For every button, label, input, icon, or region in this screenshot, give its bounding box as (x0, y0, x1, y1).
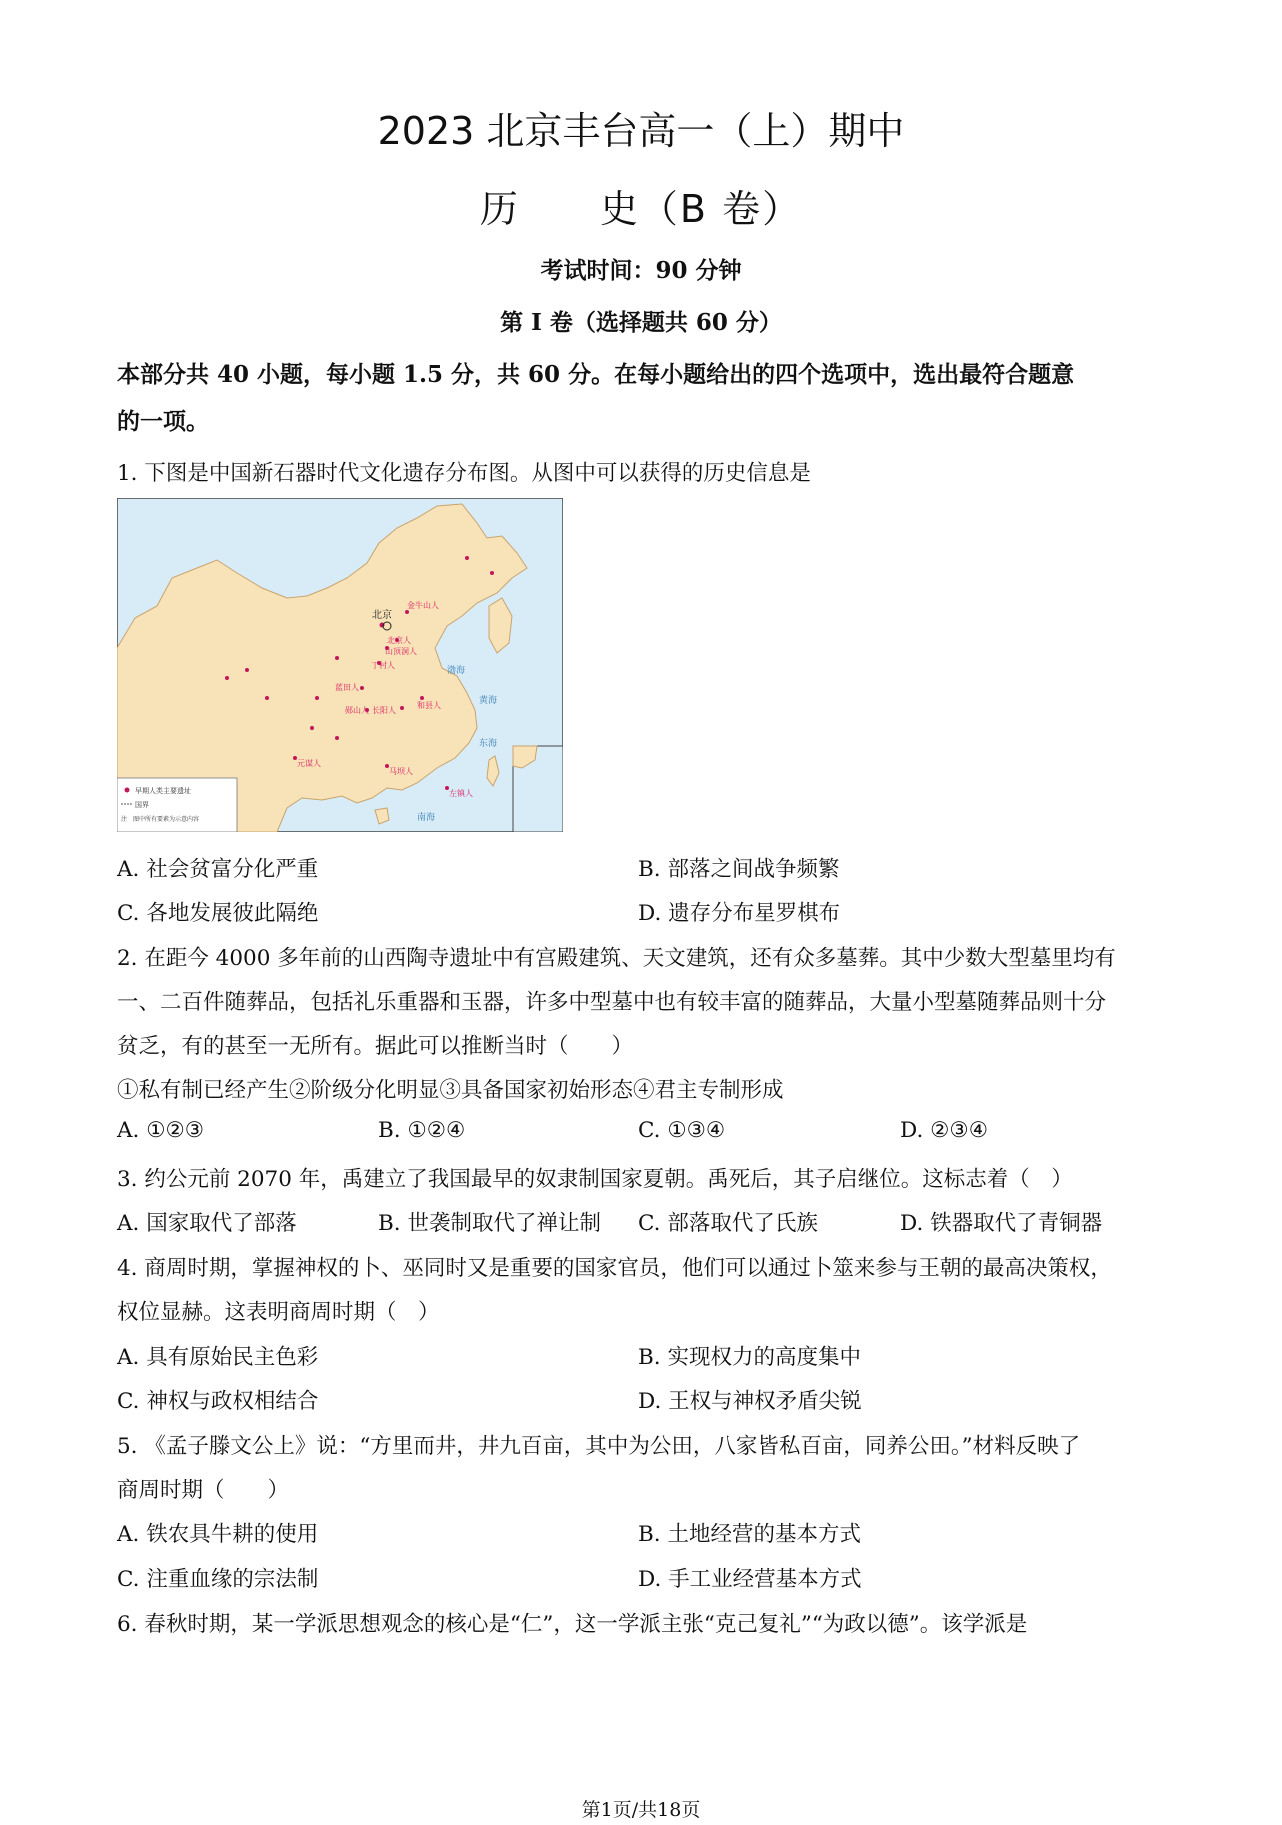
question-2-text: 贫乏，有的甚至一无所有。据此可以推断当时（ ） (117, 1034, 634, 1059)
question-2-option-b: B. ①②④ (378, 1118, 466, 1143)
exam-time: 考试时间：90 分钟 (540, 257, 742, 284)
question-1-option-c: C. 各地发展彼此隔绝 (117, 901, 319, 926)
question-2-option-c: C. ①③④ (638, 1118, 726, 1143)
yunxian-label: 郧山人 (345, 706, 369, 715)
question-5-option-b: B. 土地经营的基本方式 (638, 1522, 861, 1547)
question-5-text: 5. 《孟子滕文公上》说：“方里而井，井九百亩，其中为公田，八家皆私百亩，同养公田。”材料反映了 (117, 1434, 1081, 1459)
legend-site: 早期人类主要遗址 (135, 787, 191, 795)
beijing-label: 北京 (372, 610, 392, 621)
question-5-option-d: D. 手工业经营基本方式 (638, 1567, 862, 1592)
question-3-option-a: A. 国家取代了部落 (117, 1211, 297, 1236)
question-3-option-d: D. 铁器取代了青铜器 (900, 1211, 1103, 1236)
question-5-option-a: A. 铁农具牛耕的使用 (117, 1522, 319, 1547)
bohai-label: 渤海 (447, 666, 466, 676)
china-neolithic-map (117, 498, 563, 832)
legend-border: 国界 (135, 801, 149, 809)
question-1-option-b: B. 部落之间战争频繁 (638, 857, 840, 882)
yuanmou-label: 元谋人 (297, 759, 321, 768)
legend-note: 注 图中所有要素为示意内容 (121, 816, 200, 823)
question-1-option-a: A. 社会贫富分化严重 (117, 857, 319, 882)
instructions-line: 的一项。 (117, 408, 209, 435)
question-5-text: 商周时期（ ） (117, 1478, 290, 1503)
question-4-option-a: A. 具有原始民主色彩 (117, 1345, 319, 1370)
east-sea-label: 东海 (479, 739, 498, 749)
question-4-text: 4. 商周时期，掌握神权的卜、巫同时又是重要的国家官员，他们可以通过卜筮来参与王朝的最高决策权， (117, 1256, 1112, 1281)
question-4-text: 权位显赫。这表明商周时期（ ） (117, 1300, 440, 1325)
question-2-text: ①私有制已经产生②阶级分化明显③具备国家初始形态④君主专制形成 (117, 1078, 784, 1103)
question-2-option-a: A. ①②③ (117, 1118, 205, 1143)
question-3-option-b: B. 世袭制取代了禅让制 (378, 1211, 601, 1236)
question-2-text: 2. 在距今 4000 多年前的山西陶寺遗址中有宫殿建筑、天文建筑，还有众多墓葬。其中少数大型墓里均有 (117, 946, 1116, 971)
question-1-text: 1. 下图是中国新石器时代文化遗存分布图。从图中可以获得的历史信息是 (117, 461, 811, 486)
question-4-option-c: C. 神权与政权相结合 (117, 1389, 319, 1414)
question-2-option-d: D. ②③④ (900, 1118, 988, 1143)
section-title: 第 I 卷（选择题共 60 分） (500, 309, 782, 336)
jinniushan-label: 金牛山人 (407, 601, 439, 610)
hexian-label: 和县人 (417, 701, 441, 710)
question-3-option-c: C. 部落取代了氏族 (638, 1211, 818, 1236)
subject-title: 历 史（B 卷） (479, 187, 803, 231)
question-1-option-d: D. 遗存分布星罗棋布 (638, 901, 841, 926)
beijingren-label: 北京人 (387, 636, 411, 645)
maba-label: 马坝人 (389, 767, 413, 776)
question-4-option-b: B. 实现权力的高度集中 (638, 1345, 861, 1370)
page-title: 2023 北京丰台高一（上）期中 (377, 109, 905, 153)
question-3-text: 3. 约公元前 2070 年，禹建立了我国最早的奴隶制国家夏朝。禹死后，其子启继位。这标志着（ ） (117, 1167, 1073, 1192)
question-4-option-d: D. 王权与神权矛盾尖锐 (638, 1389, 862, 1414)
lantian-label: 蓝田人 (335, 683, 359, 692)
zuozhen-label: 左镇人 (449, 789, 473, 798)
question-2-text: 一、二百件随葬品，包括礼乐重器和玉器，许多中型墓中也有较丰富的随葬品，大量小型墓随葬品则十分 (117, 990, 1107, 1015)
instructions-line: 本部分共 40 小题，每小题 1.5 分，共 60 分。在每小题给出的四个选项中，选出最符合题意 (117, 361, 1075, 388)
question-5-option-c: C. 注重血缘的宗法制 (117, 1567, 319, 1592)
south-sea-label: 南海 (417, 813, 436, 823)
changyang-label: 长阳人 (372, 706, 396, 715)
shandingdong-label: 山顶洞人 (385, 647, 417, 656)
yellow-sea-label: 黄海 (479, 696, 498, 706)
dingcun-label: 丁村人 (371, 661, 395, 670)
page-number: 第1页/共18页 (581, 1799, 701, 1821)
question-6-text: 6. 春秋时期，某一学派思想观念的核心是“仁”，这一学派主张“克己复礼”“为政以德”。该学派是 (117, 1612, 1028, 1637)
